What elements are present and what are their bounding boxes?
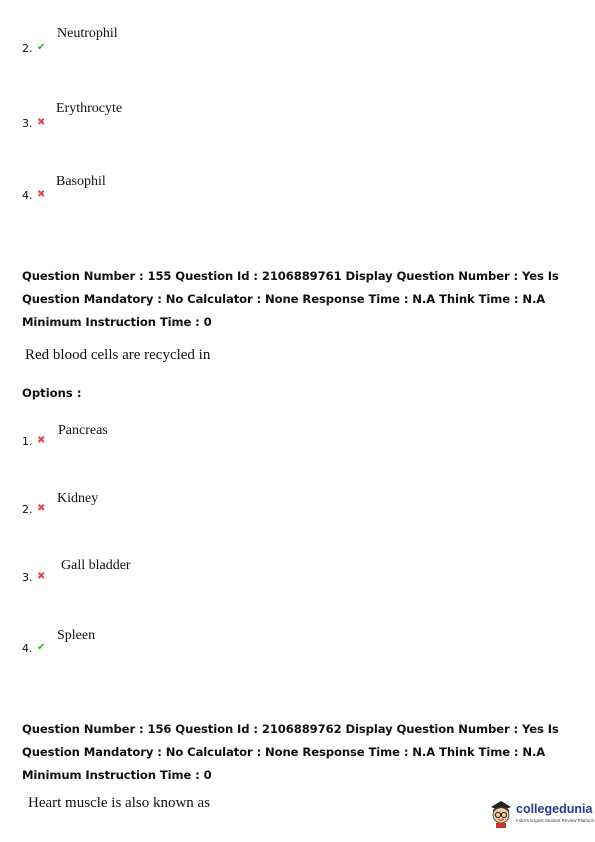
option-number: 3. bbox=[22, 117, 33, 130]
option-number: 2. bbox=[22, 503, 33, 516]
option-number: 1. bbox=[22, 435, 33, 448]
option-number: 3. bbox=[22, 571, 33, 584]
option-number: 4. bbox=[22, 642, 33, 655]
question-header-155: Question Number : 155 Question Id : 2106889761 Display Question Number : Yes Is Question Mandatory : No Calculator : None Response Time : N.A Think Time : N.A Minimum Instruction Time : 0 bbox=[22, 269, 559, 329]
option-text: Kidney bbox=[57, 491, 99, 506]
logo-tagline: India's largest Student Review Platform bbox=[516, 818, 595, 823]
logo-wordmark: collegedunia bbox=[516, 802, 593, 816]
options-label: Options : bbox=[22, 386, 82, 400]
option-text: Neutrophil bbox=[57, 26, 118, 41]
option-text: Pancreas bbox=[58, 423, 108, 438]
question-text-155: Red blood cells are recycled in bbox=[25, 347, 211, 363]
question-text-156: Heart muscle is also known as bbox=[28, 795, 211, 811]
collegedunia-logo bbox=[488, 798, 595, 830]
wrong-cross-icon: ✖ bbox=[37, 503, 46, 514]
option-text: Spleen bbox=[57, 628, 96, 643]
correct-check-icon: ✔ bbox=[37, 642, 46, 653]
option-text: Erythrocyte bbox=[56, 101, 123, 116]
option-text: Gall bladder bbox=[61, 558, 131, 573]
wrong-cross-icon: ✖ bbox=[37, 571, 46, 582]
option-text: Basophil bbox=[56, 174, 106, 189]
wrong-cross-icon: ✖ bbox=[37, 117, 46, 128]
student-mascot-icon bbox=[488, 798, 514, 828]
question-header-156: Question Number : 156 Question Id : 2106889762 Display Question Number : Yes Is Question Mandatory : No Calculator : None Response Time : N.A Think Time : N.A Minimum Instruction Time : 0 bbox=[22, 722, 559, 782]
correct-check-icon: ✔ bbox=[37, 42, 46, 53]
wrong-cross-icon: ✖ bbox=[37, 189, 46, 200]
option-number: 2. bbox=[22, 42, 33, 55]
option-number: 4. bbox=[22, 189, 33, 202]
wrong-cross-icon: ✖ bbox=[37, 435, 46, 446]
